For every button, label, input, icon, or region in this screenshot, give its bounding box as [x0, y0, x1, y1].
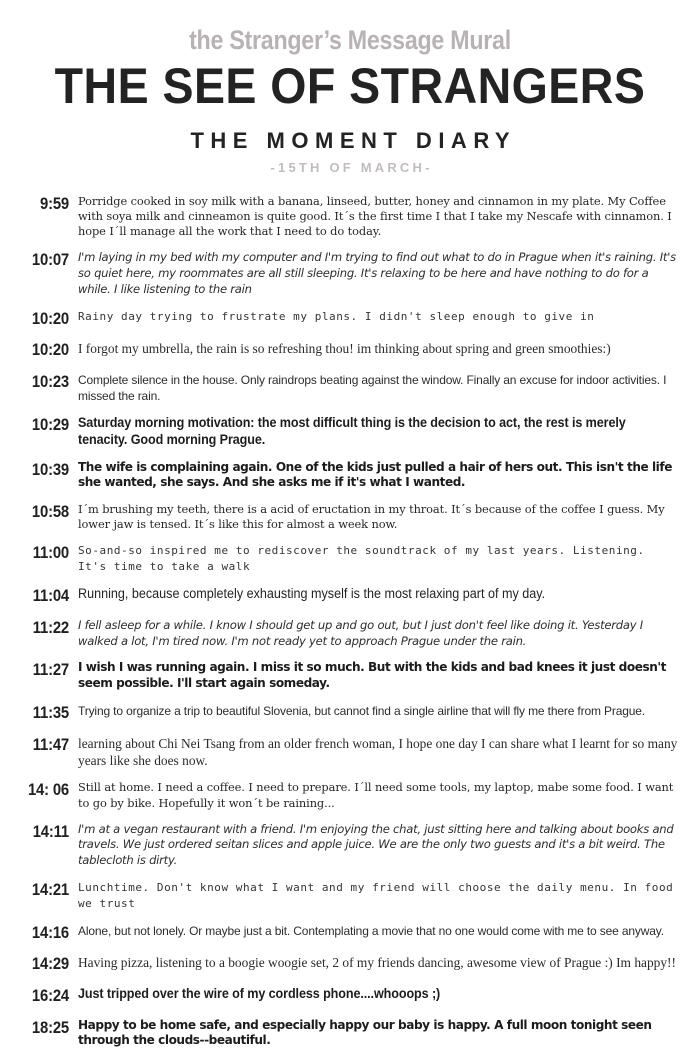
entry-text-wrap [78, 250, 678, 297]
entry-timestamp: 11:35 [32, 703, 69, 722]
entry-timestamp: 11:00 [32, 544, 69, 563]
entry-text: I'm laying in my bed with my computer and I'm trying to find out what to do in Prague when it's raining. It's so quiet here, my roommates are all still sleeping. It's relaxing to be here and have nothing to do for a while. I like listening to the rain [78, 250, 676, 296]
entry-text: Rainy day trying to frustrate my plans. I didn't sleep enough to give in [78, 309, 595, 323]
diary-entry [22, 372, 678, 404]
entry-timestamp: 9:59 [39, 195, 69, 213]
entry-timestamp: 16:24 [31, 987, 69, 1006]
entry-timestamp: 14:29 [31, 955, 69, 974]
diary-entry [22, 415, 678, 449]
entry-text-wrap [78, 502, 678, 532]
diary-entry [22, 1018, 678, 1049]
entry-text: learning about Chi Nei Tsang from an older french woman, I hope one day I can share what I learnt for so many years like she does now. [78, 735, 678, 768]
entry-text: Just tripped over the wire of my cordless phone....whooops ;) [78, 986, 441, 1002]
entry-text: I´m brushing my teeth, there is a acid of eructation in my throat. It´s because of the coffee I guess. My lower jaw is tensed. It´s like this for almost a week now. [78, 502, 665, 532]
entry-text: Lunchtime. Don't know what I want and my friend will choose the daily menu. In food we trust [78, 880, 674, 910]
entry-timestamp: 18:25 [31, 1018, 69, 1037]
page-subtitle: THE MOMENT DIARY [190, 128, 517, 153]
entry-text: I forgot my umbrella, the rain is so refreshing thou! im thinking about spring and green smoothies:) [78, 341, 611, 357]
diary-entry [22, 986, 678, 1007]
entry-timestamp: 14:16 [31, 923, 69, 942]
entry-text-wrap [78, 780, 678, 810]
entry-text-wrap [78, 340, 678, 357]
diary-entry [22, 502, 678, 532]
entry-text-wrap [78, 954, 678, 971]
entry-text-wrap [78, 309, 678, 325]
diary-entry [22, 250, 678, 297]
entry-timestamp: 14: 06 [27, 781, 69, 800]
diary-entry [22, 703, 678, 724]
diary-entry [22, 309, 678, 330]
entry-timestamp: 14:11 [32, 822, 69, 841]
diary-entry [22, 660, 678, 691]
diary-entry [22, 954, 678, 975]
entry-text: Saturday morning motivation: the most difficult thing is the decision to act, the rest is merely tenacity. Good morning Prague. [78, 415, 626, 447]
entry-timestamp: 10:07 [31, 251, 69, 270]
entry-text-wrap [78, 822, 678, 869]
entry-timestamp: 10:29 [31, 416, 69, 435]
entry-text: Complete silence in the house. Only raindrops beating against the window. Finally an excuse for indoor activities. I missed the rain. [78, 373, 667, 404]
diary-entry [22, 780, 678, 810]
eyebrow-title: the Stranger’s Message Mural [189, 25, 511, 55]
diary-entry [22, 822, 678, 869]
entry-text-wrap [78, 586, 678, 603]
entry-text: Running, because completely exhausting myself is the most relaxing part of my day. [78, 586, 546, 602]
diary-entry [22, 460, 678, 491]
masthead [0, 0, 700, 174]
diary-entry [22, 618, 678, 650]
entry-text-wrap [78, 923, 678, 939]
entry-text: The wife is complaining again. One of the kids just pulled a hair of hers out. This isn't the life she wanted, she says. And she asks me if it's what I wanted. [78, 459, 672, 490]
entry-text: Alone, but not lonely. Or maybe just a bit. Contemplating a movie that no one would come with me to see anyway. [78, 923, 664, 938]
diary-entry-list [0, 194, 700, 1049]
diary-entry [22, 586, 678, 607]
entry-text: I wish I was running again. I miss it so much. But with the kids and bad knees it just doesn't seem possible. I'll start again someday. [78, 660, 666, 691]
entry-text-wrap [78, 880, 678, 912]
entry-timestamp: 10:23 [31, 373, 69, 392]
entry-timestamp: 10:39 [31, 460, 69, 479]
diary-entry [22, 340, 678, 361]
date-line: -15TH OF MARCH- [270, 160, 433, 175]
diary-entry [22, 194, 678, 239]
entry-text: I fell asleep for a while. I know I should get up and go out, but I just don't feel like doing it. Yesterday I walked a lot, I'm tired now. I'm not ready yet to approach Prague under the rain. [78, 617, 643, 648]
entry-text-wrap [78, 1018, 678, 1049]
entry-text-wrap [78, 618, 678, 650]
entry-text: Having pizza, listening to a boogie woogie set, 2 of my friends dancing, awesome view of Prague :) Im happy!! [78, 955, 676, 971]
entry-text: Porridge cooked in soy milk with a banana, linseed, butter, honey and cinnamon in my plate. My Coffee with soya milk and cinneamon is quite good. It´s the first time I that I take my Nescafe with cinnamon. I hope I´ll manage all the work that I need to do today. [78, 194, 672, 239]
diary-entry [22, 923, 678, 944]
entry-text-wrap [78, 415, 678, 449]
entry-text: So-and-so inspired me to rediscover the soundtrack of my last years. Listening. It's time to take a walk [78, 544, 645, 574]
entry-text-wrap [78, 372, 678, 404]
entry-text-wrap [78, 460, 678, 491]
entry-text-wrap [78, 660, 678, 691]
diary-entry [22, 735, 678, 770]
entry-timestamp: 14:21 [31, 880, 69, 899]
entry-timestamp: 10:58 [31, 503, 69, 522]
entry-timestamp: 10:20 [31, 341, 69, 360]
entry-text: I'm at a vegan restaurant with a friend. I'm enjoying the chat, just sitting here and talking about books and travels. We just ordered seitan slices and apple juice. We are the only two guests and it's a bit weird. The tablecloth is dirty. [78, 821, 674, 868]
entry-timestamp: 10:20 [31, 309, 69, 328]
entry-timestamp: 11:22 [32, 618, 69, 637]
entry-text-wrap [78, 194, 678, 239]
entry-timestamp: 11:04 [32, 587, 69, 606]
entry-text-wrap [78, 735, 678, 770]
entry-text: Trying to organize a trip to beautiful Slovenia, but cannot find a single airline that will fly me there from Prague. [78, 703, 645, 718]
entry-text-wrap [78, 703, 678, 719]
entry-text: Happy to be home safe, and especially happy our baby is happy. A full moon tonight seen through the clouds--beautiful. [78, 1017, 652, 1048]
diary-entry [22, 543, 678, 575]
entry-text: Still at home. I need a coffee. I need to prepare. I´ll need some tools, my laptop, mabe some food. I want to go by bike. Hopefully it won´t be raining... [78, 780, 674, 810]
entry-timestamp: 11:47 [32, 735, 69, 754]
entry-text-wrap [78, 543, 678, 575]
entry-timestamp: 11:27 [32, 661, 69, 680]
page-title: THE SEE OF STRANGERS [54, 58, 646, 114]
diary-entry [22, 880, 678, 912]
